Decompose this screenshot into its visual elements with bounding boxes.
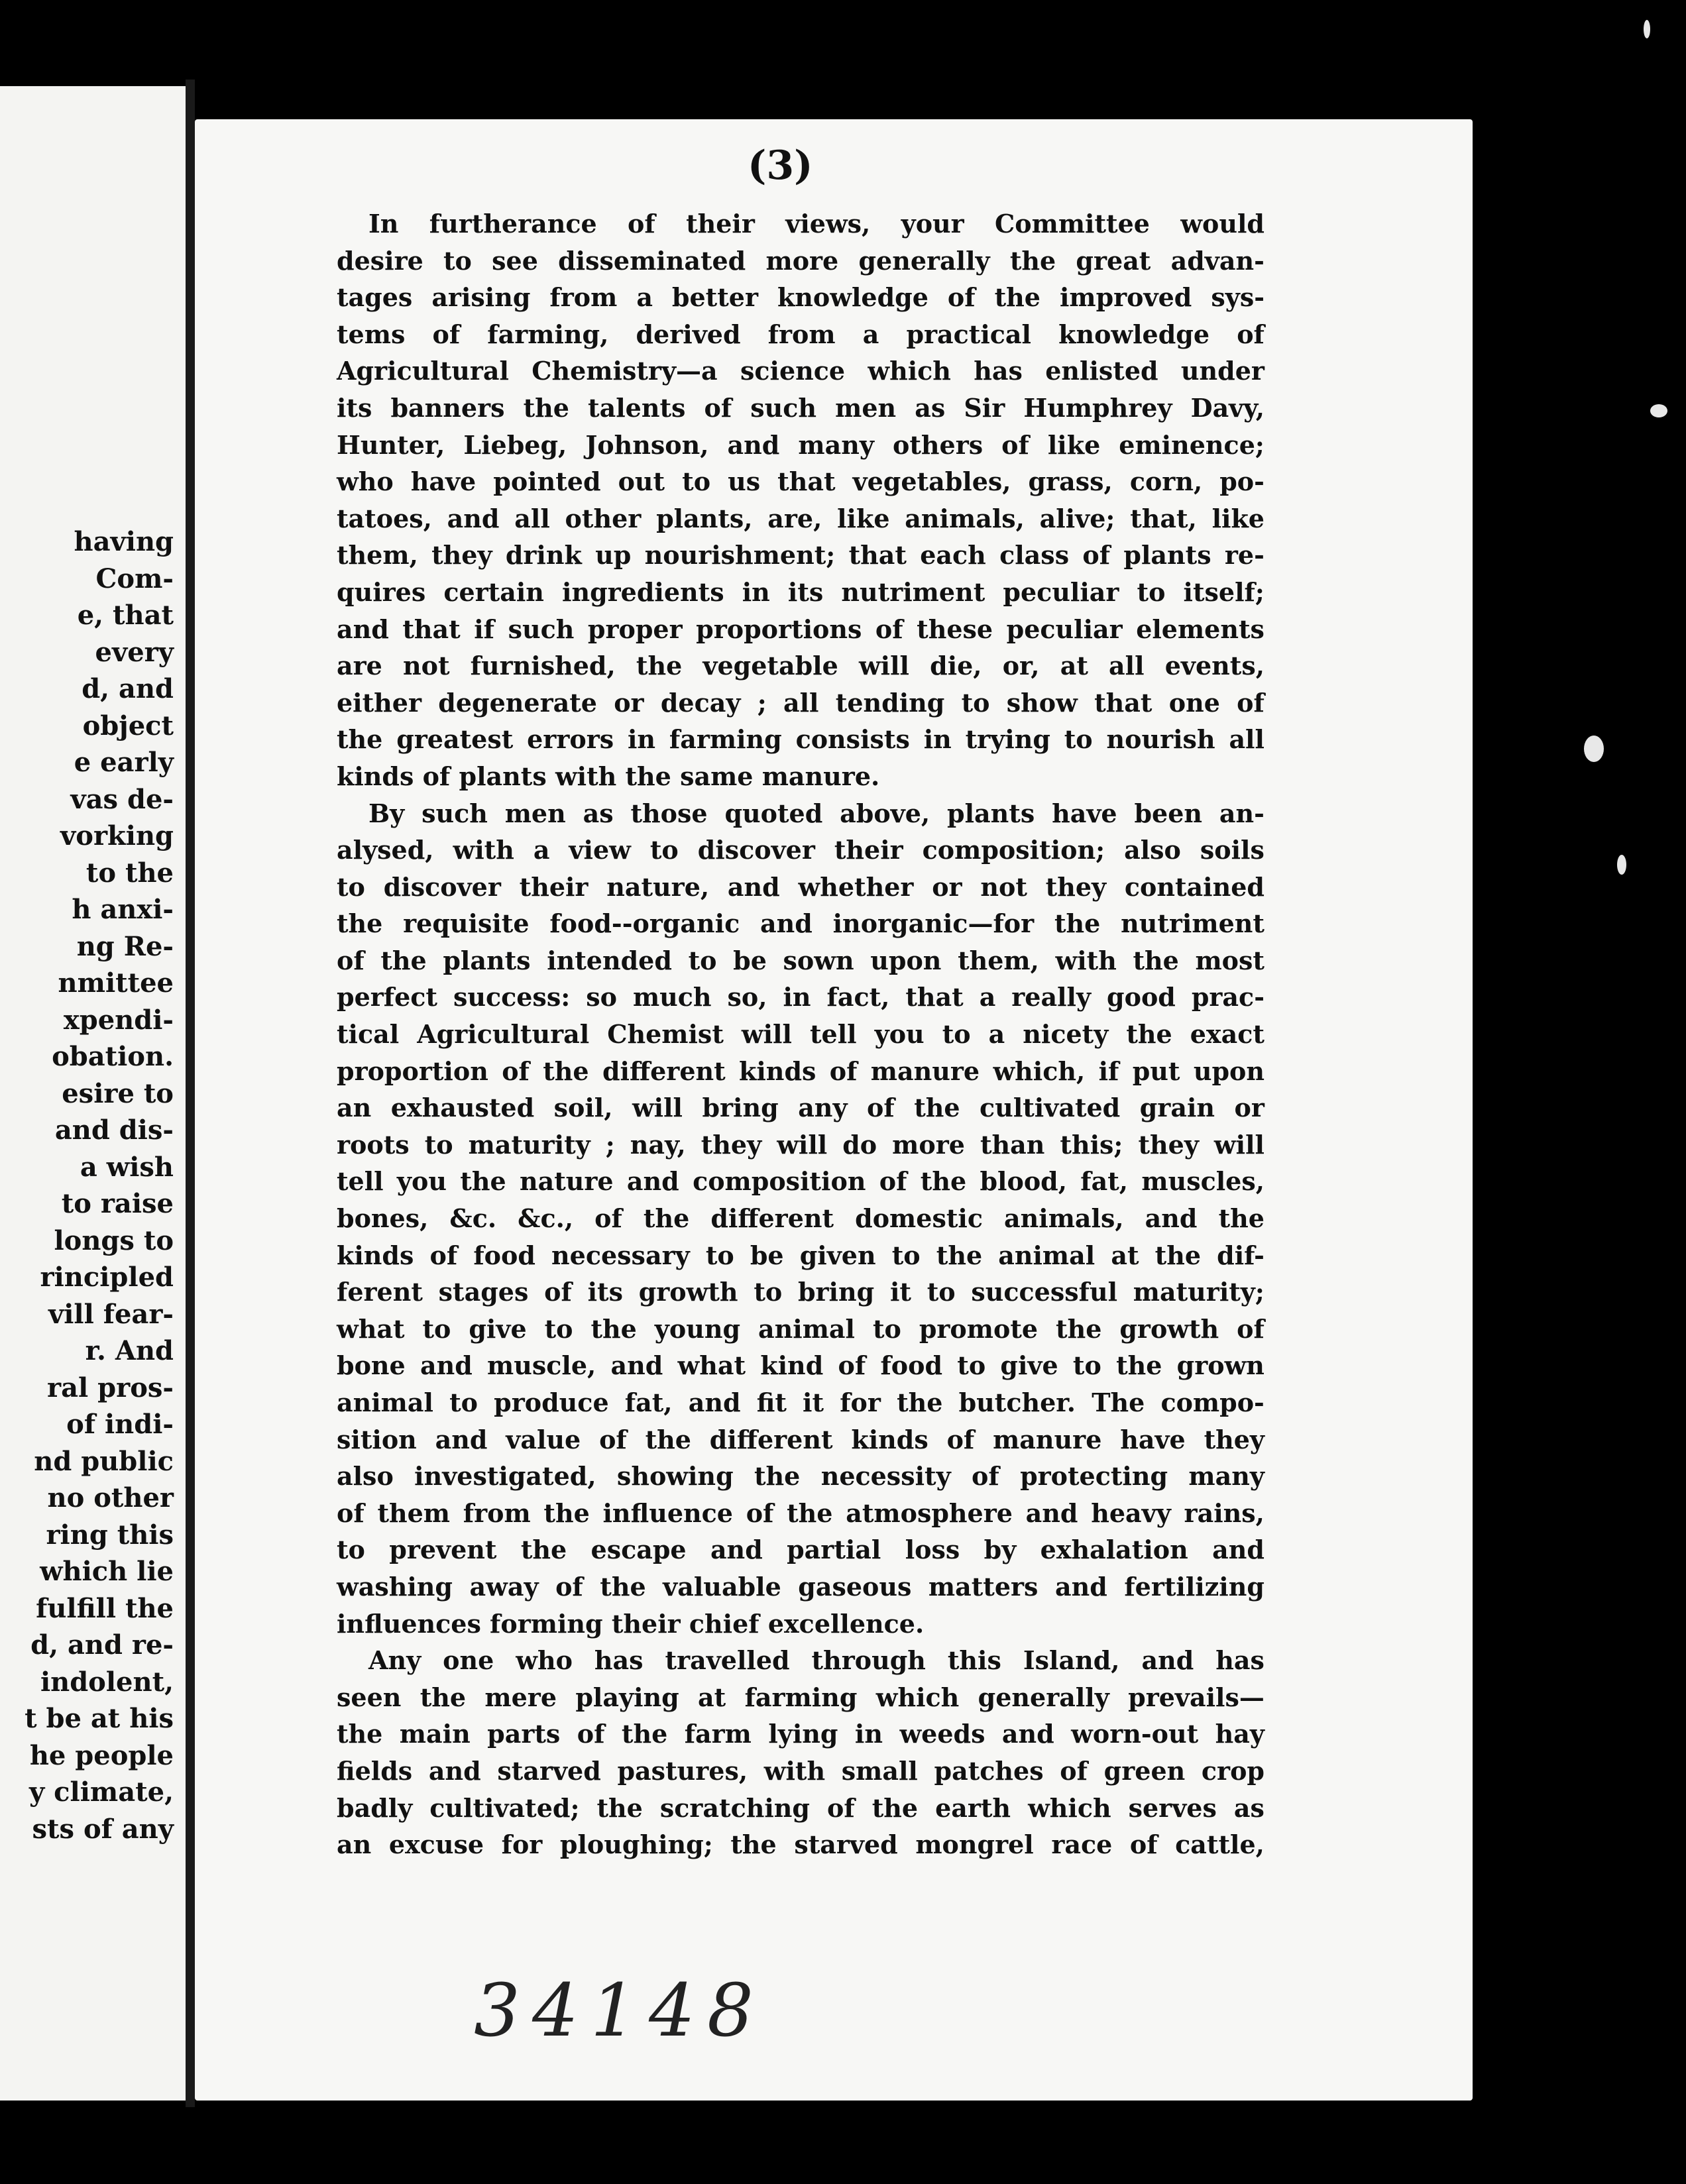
text-line: what to give to the young animal to promote the growth of: [337, 1313, 1264, 1344]
left-page-line: which lie: [40, 1556, 174, 1587]
left-page-line: vorking: [60, 820, 174, 851]
text-line: the main parts of the farm lying in weeds and worn-out hay: [337, 1719, 1264, 1749]
text-line: influences forming their chief excellence.: [337, 1608, 925, 1639]
scan-speck: [1584, 736, 1604, 762]
left-page-line: a wish: [80, 1151, 174, 1183]
text-line: By such men as those quoted above, plants have been an-: [368, 798, 1264, 828]
left-page-line: no other: [47, 1482, 174, 1513]
text-line: desire to see disseminated more generally the great advan-: [337, 245, 1264, 276]
left-page-line: nd public: [34, 1445, 174, 1477]
left-page-line: ng Re-: [76, 930, 174, 962]
page-number: (3): [748, 142, 813, 189]
left-page-line: sts of any: [32, 1813, 174, 1845]
text-line: kinds of plants with the same manure.: [337, 761, 880, 791]
left-page-line: having: [74, 526, 174, 557]
left-page-line: and dis-: [54, 1115, 174, 1146]
body-text: [337, 205, 1264, 1863]
text-line: animal to produce fat, and fit it for the butcher. The compo-: [337, 1388, 1264, 1417]
left-page-line: r. And: [85, 1335, 174, 1366]
text-line: quires certain ingredients in its nutriment peculiar to itself;: [337, 576, 1264, 607]
left-page-line: vas de-: [70, 783, 174, 815]
text-line: its banners the talents of such men as Sir Humphrey Davy,: [337, 392, 1264, 423]
left-page-line: ring this: [46, 1519, 174, 1551]
text-line: an excuse for ploughing; the starved mongrel race of cattle,: [337, 1829, 1264, 1860]
text-line: ferent stages of its growth to bring it to successful maturity;: [337, 1277, 1264, 1307]
text-line: proportion of the different kinds of manure which, if put upon: [337, 1056, 1264, 1086]
left-page-line: d, and: [82, 673, 174, 704]
text-line: to prevent the escape and partial loss by exhalation and: [337, 1535, 1264, 1565]
text-line: also investigated, showing the necessity of protecting many: [337, 1461, 1264, 1492]
page-gutter: [186, 80, 195, 2107]
left-page-line: y climate,: [28, 1776, 174, 1808]
left-page-line: vill fear-: [48, 1298, 174, 1330]
left-page-line: to the: [85, 857, 174, 889]
left-page-line: object: [82, 710, 174, 741]
text-line: tical Agricultural Chemist will tell you to a nicety the exact: [337, 1019, 1264, 1050]
left-page-line: nmittee: [58, 967, 174, 999]
text-line: fields and starved pastures, with small patches of green crop: [337, 1755, 1264, 1786]
text-line: seen the mere playing at farming which generally prevails—: [337, 1682, 1264, 1712]
left-page-line: every: [95, 636, 174, 668]
text-line: tell you the nature and composition of the blood, fat, muscles,: [337, 1166, 1264, 1197]
handwritten-catalog-number: 34148: [474, 1968, 765, 2053]
left-page-line: obation.: [52, 1041, 174, 1072]
text-line: them, they drink up nourishment; that each class of plants re-: [337, 540, 1264, 571]
left-page-text: [25, 523, 174, 1847]
text-line: tatoes, and all other plants, are, like animals, alive; that, like: [337, 503, 1264, 533]
left-page-line: h anxi-: [72, 894, 174, 925]
left-page-line: Com-: [95, 563, 174, 594]
text-line: alysed, with a view to discover their composition; also soils: [337, 835, 1264, 865]
left-page-line: fulfill the: [36, 1592, 174, 1624]
left-page-line: longs to: [54, 1225, 174, 1256]
text-line: the requisite food--organic and inorganic—for the nutriment: [337, 908, 1264, 939]
left-page-fragment: [0, 86, 190, 2101]
text-line: bone and muscle, and what kind of food to give to the grown: [337, 1350, 1264, 1381]
left-page-line: ral pros-: [47, 1372, 174, 1403]
text-line: Any one who has travelled through this Island, and has: [368, 1645, 1264, 1676]
text-line: Hunter, Liebeg, Johnson, and many others of like eminence;: [337, 429, 1264, 460]
left-page-line: d, and re-: [30, 1629, 174, 1661]
scan-speck: [1644, 20, 1650, 38]
text-line: bones, &c. &c., of the different domestic animals, and the: [337, 1203, 1264, 1234]
text-line: Agricultural Chemistry—a science which has enlisted under: [337, 356, 1264, 386]
left-page-line: rincipled: [40, 1262, 174, 1293]
text-line: either degenerate or decay ; all tending to show that one of: [337, 687, 1264, 718]
text-line: who have pointed out to us that vegetables, grass, corn, po-: [337, 466, 1264, 497]
left-page-line: t be at his: [25, 1703, 174, 1734]
left-page-line: xpendi-: [63, 1004, 174, 1036]
text-line: and that if such proper proportions of these peculiar elements: [337, 614, 1264, 644]
text-line: perfect success: so much so, in fact, that a really good prac-: [337, 982, 1264, 1012]
text-line: of the plants intended to be sown upon them, with the most: [337, 945, 1264, 975]
text-line: kinds of food necessary to be given to the animal at the dif-: [337, 1240, 1264, 1270]
text-line: In furtherance of their views, your Committee would: [368, 209, 1264, 239]
text-line: are not furnished, the vegetable will die, or, at all events,: [337, 651, 1264, 681]
left-page-line: of indi-: [66, 1409, 174, 1440]
text-line: tems of farming, derived from a practical knowledge of: [337, 319, 1264, 349]
text-line: sition and value of the different kinds of manure have they: [337, 1424, 1264, 1454]
left-page-line: e, that: [77, 600, 174, 631]
left-page-line: he people: [29, 1739, 174, 1771]
text-line: badly cultivated; the scratching of the earth which serves as: [337, 1792, 1264, 1823]
text-line: of them from the influence of the atmosphere and heavy rains,: [337, 1498, 1264, 1528]
left-page-line: esire to: [62, 1077, 174, 1109]
left-page-line: e early: [74, 747, 174, 778]
text-line: tages arising from a better knowledge of the improved sys-: [337, 282, 1264, 313]
left-page-line: to raise: [61, 1188, 174, 1219]
text-line: washing away of the valuable gaseous matters and fertilizing: [337, 1571, 1264, 1602]
text-line: an exhausted soil, will bring any of the cultivated grain or: [337, 1093, 1264, 1123]
left-page-line: indolent,: [40, 1666, 174, 1698]
text-line: the greatest errors in farming consists in trying to nourish all: [337, 724, 1264, 755]
text-line: roots to maturity ; nay, they will do more than this; they will: [337, 1129, 1264, 1160]
scan-speck: [1650, 404, 1667, 417]
text-line: to discover their nature, and whether or not they contained: [337, 871, 1264, 902]
scan-speck: [1617, 855, 1626, 875]
